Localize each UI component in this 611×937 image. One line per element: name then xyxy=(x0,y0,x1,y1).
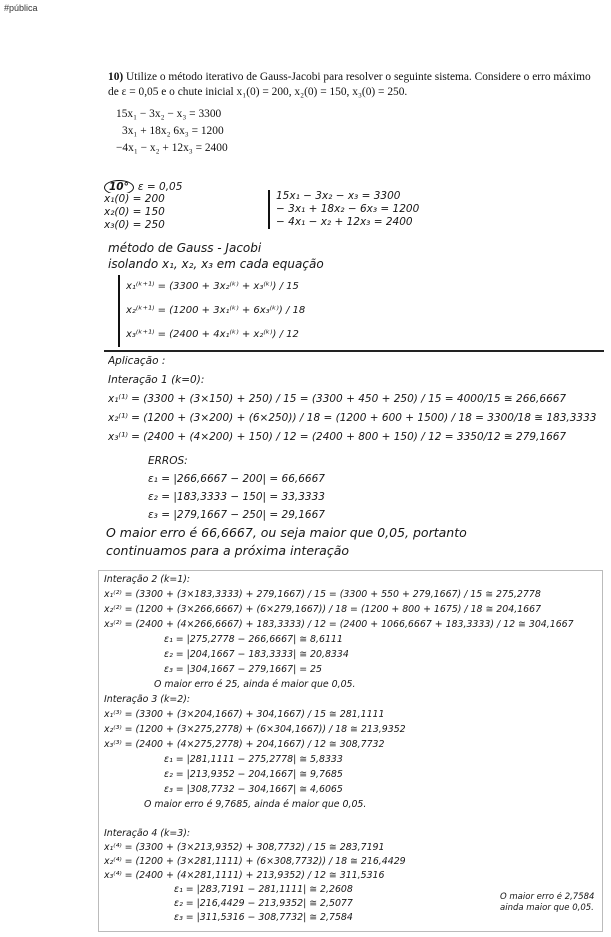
iteration-1-error-2: ε₂ = |183,3333 − 150| = 33,3333 xyxy=(148,491,325,503)
iteration-1-conclusion xyxy=(106,506,467,560)
iteration-3-error-3: ε₃ = |308,7732 − 304,1667| ≅ 4,6065 xyxy=(164,784,343,795)
problem-equation-2: 3x₁ + 18x₂ 6x₃ = 1200 xyxy=(122,125,224,137)
isolating-text: isolando x₁, x₂, x₃ em cada equação xyxy=(108,257,324,271)
iteration-4-x2: x₂⁽⁴⁾ = (1200 + (3×281,1111) + (6×308,7732)) / 18 ≅ 216,4429 xyxy=(104,856,406,867)
iteration-2-x3: x₃⁽²⁾ = (2400 + (4×266,6667) + 183,3333) / 12 = (2400 + 1066,6667 + 183,3333) / 12 ≅ 304,1667 xyxy=(104,619,574,630)
iteration-2-error-1: ε₁ = |275,2778 − 266,6667| ≅ 8,6111 xyxy=(164,634,343,645)
errors-label: ERROS: xyxy=(148,455,188,467)
application-title: Aplicação : xyxy=(108,355,166,367)
given-x2: x₂(0) = 150 xyxy=(104,206,165,218)
iteration-4-conclusion-line-1: O maior erro é 2,7584 xyxy=(500,892,595,902)
given-x3: x₃(0) = 250 xyxy=(104,219,165,231)
system-eq-1: 15x₁ − 3x₂ − x₃ = 3300 xyxy=(276,190,401,202)
problem-number: 10) xyxy=(108,71,124,83)
problem-badge: 10° xyxy=(104,180,134,193)
iteration-2-x2: x₂⁽²⁾ = (1200 + (3×266,6667) + (6×279,1667)) / 18 = (1200 + 800 + 1675) / 18 ≅ 204,1667 xyxy=(104,604,542,615)
given-x1: x₁(0) = 200 xyxy=(104,193,165,205)
iteration-4-conclusion-line-2: ainda maior que 0,05. xyxy=(500,903,594,913)
problem-equation-3: −4x₁ − x₂ + 12x₃ = 2400 xyxy=(116,142,228,154)
iteration-1-errors xyxy=(148,452,325,506)
formula-x2: x₂⁽ᵏ⁺¹⁾ = (1200 + 3x₁⁽ᵏ⁾ + 6x₃⁽ᵏ⁾) / 18 xyxy=(126,305,306,316)
iteration-4-x1: x₁⁽⁴⁾ = (3300 + (3×213,9352) + 308,7732) / 15 ≅ 283,7191 xyxy=(104,842,385,853)
iteration-2-error-3: ε₃ = |304,1667 − 279,1667| = 25 xyxy=(164,664,322,675)
iteration-3-title: Interação 3 (k=2): xyxy=(104,694,191,705)
iteration-1-error-3: ε₃ = |279,1667 − 250| = 29,1667 xyxy=(148,509,325,521)
formulas-block xyxy=(118,275,305,347)
handwritten-system xyxy=(268,190,419,229)
iteration-1-x1: x₁⁽¹⁾ = (3300 + (3×150) + 250) / 15 = (3300 + 450 + 250) / 15 = 4000/15 ≅ 266,6667 xyxy=(108,393,567,405)
formula-x1: x₁⁽ᵏ⁺¹⁾ = (3300 + 3x₂⁽ᵏ⁾ + x₃⁽ᵏ⁾) / 15 xyxy=(126,281,299,292)
iteration-4-error-1: ε₁ = |283,7191 − 281,1111| ≅ 2,2608 xyxy=(174,884,353,895)
method-title: método de Gauss - Jacobi xyxy=(108,241,262,255)
iteration-3-conclusion: O maior erro é 9,7685, ainda é maior que 0,05. xyxy=(144,799,367,810)
iteration-3-x1: x₁⁽³⁾ = (3300 + (3×204,1667) + 304,1667) / 15 ≅ 281,1111 xyxy=(104,709,385,720)
iteration-3-error-2: ε₂ = |213,9352 − 204,1667| ≅ 9,7685 xyxy=(164,769,343,780)
formula-x3: x₃⁽ᵏ⁺¹⁾ = (2400 + 4x₁⁽ᵏ⁾ + x₂⁽ᵏ⁾) / 12 xyxy=(126,329,299,340)
iteration-2-title: Interação 2 (k=1): xyxy=(104,574,191,585)
iteration-4-x3: x₃⁽⁴⁾ = (2400 + (4×281,1111) + 213,9352) / 12 ≅ 311,5316 xyxy=(104,870,385,881)
iterations-2-3-block xyxy=(104,572,574,812)
system-eq-3: − 4x₁ − x₂ + 12x₃ = 2400 xyxy=(276,216,413,228)
iteration-1-error-1: ε₁ = |266,6667 − 200| = 66,6667 xyxy=(148,473,325,485)
problem-statement xyxy=(108,70,600,157)
iteration-2-x1: x₁⁽²⁾ = (3300 + (3×183,3333) + 279,1667) / 15 = (3300 + 550 + 279,1667) / 15 ≅ 275,2778 xyxy=(104,589,541,600)
problem-text: Utilize o método iterativo de Gauss-Jacobi para resolver o seguinte sistema. Considere o erro máximo de ε = 0,05 e o chute inicial x₁(0) = 200, x₂(0) = 150, x₃(0) = 250. xyxy=(108,71,591,98)
iteration-1-title: Interação 1 (k=0): xyxy=(108,374,205,386)
given-epsilon: ε = 0,05 xyxy=(137,181,183,193)
system-eq-2: − 3x₁ + 18x₂ − 6x₃ = 1200 xyxy=(276,203,420,215)
iteration-2-error-2: ε₂ = |204,1667 − 183,3333| ≅ 20,8334 xyxy=(164,649,349,660)
iteration-4-block xyxy=(104,827,406,925)
iteration-3-x2: x₂⁽³⁾ = (1200 + (3×275,2778) + (6×304,1667)) / 18 ≅ 213,9352 xyxy=(104,724,406,735)
iteration-2-conclusion: O maior erro é 25, ainda é maior que 0,05. xyxy=(154,679,356,690)
iteration-4-title: Interação 4 (k=3): xyxy=(104,828,191,839)
iteration-3-x3: x₃⁽³⁾ = (2400 + (4×275,2778) + 204,1667) / 12 ≅ 308,7732 xyxy=(104,739,385,750)
givens-block xyxy=(104,180,182,232)
iteration-3-error-1: ε₁ = |281,1111 − 275,2778| ≅ 5,8333 xyxy=(164,754,343,765)
iteration-1-conclusion-line-1: O maior erro é 66,6667, ou seja maior que 0,05, portanto xyxy=(106,525,467,540)
problem-equations xyxy=(116,106,600,157)
problem-equation-1: 15x₁ − 3x₂ − x₃ = 3300 xyxy=(116,108,222,120)
method-block xyxy=(108,240,324,272)
iteration-4-error-3: ε₃ = |311,5316 − 308,7732| ≅ 2,7584 xyxy=(174,912,353,923)
public-tag: #pública xyxy=(4,3,38,13)
iteration-4-conclusion xyxy=(500,892,594,914)
iteration-1-conclusion-line-2: continuamos para a próxima interação xyxy=(106,543,349,558)
iteration-1-block xyxy=(108,352,596,447)
iteration-4-error-2: ε₂ = |216,4429 − 213,9352| ≅ 2,5077 xyxy=(174,898,353,909)
iteration-1-x3: x₃⁽¹⁾ = (2400 + (4×200) + 150) / 12 = (2400 + 800 + 150) / 12 = 3350/12 ≅ 279,1667 xyxy=(108,431,567,443)
iteration-1-x2: x₂⁽¹⁾ = (1200 + (3×200) + (6×250)) / 18 = (1200 + 600 + 1500) / 18 = 3300/18 ≅ 183,3333 xyxy=(108,412,597,424)
